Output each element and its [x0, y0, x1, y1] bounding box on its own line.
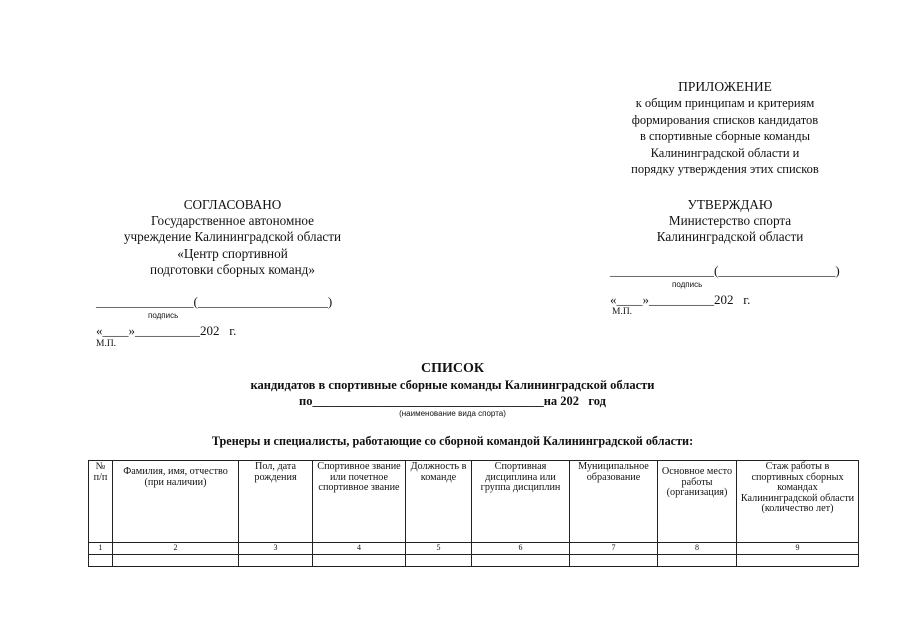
- header-cell: Муниципальное образование: [570, 461, 658, 543]
- list-subtitle: кандидатов в спортивные сборные команды Калининградской области: [250, 378, 655, 392]
- approve-date-line: «____»__________202 г.: [610, 292, 751, 307]
- approve-signature-line: ________________(__________________): [610, 263, 840, 278]
- appendix-line: порядку утверждения этих списков: [631, 162, 819, 177]
- approve-line: Калининградской области: [656, 229, 804, 245]
- number-cell: 7: [570, 543, 658, 555]
- approve-title: УТВЕРЖДАЮ: [687, 197, 773, 212]
- header-cell: Пол, дата рождения: [239, 461, 313, 543]
- agreed-signature-caption: подпись: [148, 311, 179, 320]
- table-cell[interactable]: [658, 554, 737, 566]
- table-header-row: [89, 461, 859, 543]
- agreed-date-line: «____»__________202 г.: [96, 323, 237, 338]
- header-cell: Основное место работы (организация): [658, 461, 737, 543]
- agreed-stamp: М.П.: [96, 339, 117, 349]
- header-cell: Фамилия, имя, отчество (при наличии): [113, 461, 239, 543]
- approve-block: [610, 197, 850, 246]
- table-row: [89, 554, 859, 566]
- agreed-line: «Центр спортивной: [177, 245, 288, 261]
- appendix-block: [600, 79, 850, 177]
- list-title: СПИСОК: [420, 361, 485, 376]
- appendix-line: в спортивные сборные команды: [639, 129, 810, 144]
- table-cell[interactable]: [737, 554, 859, 566]
- appendix-line: формирования списков кандидатов: [631, 112, 819, 127]
- agreed-line: подготовки сборных команд»: [150, 261, 315, 277]
- number-cell: 2: [113, 543, 239, 555]
- section-title: Тренеры и специалисты, работающие со сборной командой Калининградской области:: [211, 434, 694, 448]
- table-cell[interactable]: [406, 554, 472, 566]
- header-cell: № п/п: [89, 461, 113, 543]
- approve-stamp: М.П.: [612, 307, 633, 317]
- coaches-table: [88, 460, 859, 567]
- header-cell: Спортивная дисциплина или группа дисциплин: [472, 461, 570, 543]
- number-cell: 5: [406, 543, 472, 555]
- number-cell: 3: [239, 543, 313, 555]
- table-cell[interactable]: [472, 554, 570, 566]
- agreed-title: СОГЛАСОВАНО: [183, 197, 282, 212]
- sport-line: по_____________________________________на 202 год: [299, 394, 606, 408]
- header-cell: Должность в команде: [406, 461, 472, 543]
- number-cell: 4: [313, 543, 406, 555]
- header-cell: Спортивное звание или почетное спортивное звание: [313, 461, 406, 543]
- header-cell: Стаж работы в спортивных сборных командах Калининградской области (количество лет): [737, 461, 859, 543]
- agreed-signature-line: _______________(____________________): [96, 294, 333, 309]
- approve-signature-caption: подпись: [672, 280, 703, 289]
- agreed-block: [90, 197, 375, 278]
- table-cell[interactable]: [113, 554, 239, 566]
- number-cell: 9: [737, 543, 859, 555]
- number-cell: 8: [658, 543, 737, 555]
- number-cell: 6: [472, 543, 570, 555]
- appendix-line: к общим принципам и критериям: [635, 96, 815, 111]
- appendix-title: ПРИЛОЖЕНИЕ: [678, 79, 772, 94]
- table-number-row: [89, 543, 859, 555]
- number-cell: 1: [89, 543, 113, 555]
- sport-caption: (наименование вида спорта): [399, 409, 506, 418]
- table-cell[interactable]: [313, 554, 406, 566]
- table-cell[interactable]: [570, 554, 658, 566]
- table-cell[interactable]: [239, 554, 313, 566]
- approve-line: Министерство спорта: [668, 213, 792, 229]
- agreed-line: Государственное автономное: [151, 213, 314, 229]
- agreed-line: учреждение Калининградской области: [123, 229, 342, 245]
- table-cell[interactable]: [89, 554, 113, 566]
- appendix-line: Калининградской области и: [650, 145, 800, 160]
